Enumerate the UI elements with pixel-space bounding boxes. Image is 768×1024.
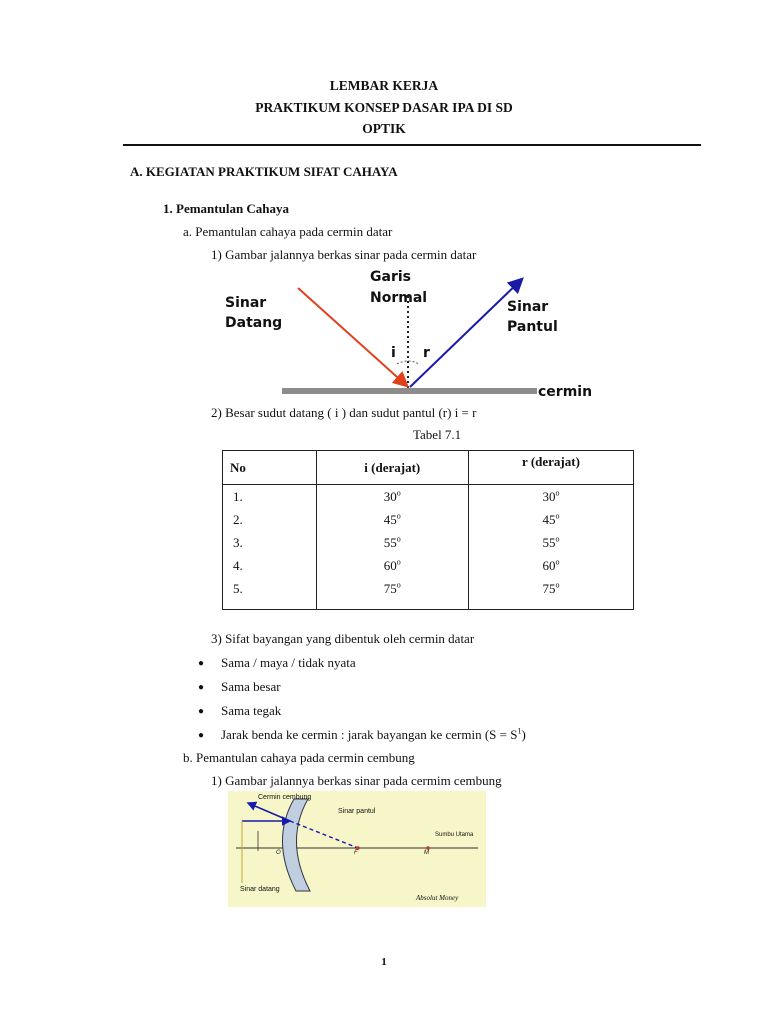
no-cell: 1. — [233, 489, 243, 504]
sinar-pantul-label: Sinar pantul — [338, 808, 376, 815]
r-value: 60 — [542, 558, 556, 573]
flat-mirror — [282, 388, 537, 394]
sumbu-utama-label: Sumbu Utama — [435, 832, 474, 838]
angle-table — [222, 450, 634, 610]
item-1-heading: 1. Pemantulan Cahaya — [163, 201, 290, 216]
convex-mirror-figure — [228, 791, 486, 907]
page-number: 1 — [381, 956, 387, 968]
sinar-datang-label-2: Datang — [225, 315, 283, 331]
r-value: 75 — [542, 581, 556, 596]
garis-label: Garis — [370, 269, 411, 285]
item-b1-text: 1) Gambar jalannya berkas sinar pada cermim cembung — [211, 773, 502, 788]
no-cell: 4. — [233, 558, 243, 573]
i-value: 75 — [383, 581, 397, 596]
bullet-icon: ● — [198, 730, 205, 741]
item-a2-text: 2) Besar sudut datang ( i ) dan sudut pantul (r) i = r — [211, 405, 477, 420]
title-line-3: OPTIK — [362, 121, 406, 136]
bullet-icon: ● — [198, 658, 205, 669]
bullet-item-2: Sama besar — [221, 679, 281, 694]
normal-label: Normal — [370, 290, 428, 306]
angle-r-label: r — [423, 345, 430, 361]
sinar-pantul-label-1: Sinar — [507, 299, 549, 315]
header-no: No — [223, 451, 317, 485]
no-cell: 5. — [233, 581, 243, 596]
bullet-icon: ● — [198, 706, 205, 717]
table-caption: Tabel 7.1 — [413, 427, 462, 442]
title-line-1: LEMBAR KERJA — [329, 78, 439, 93]
section-a-heading: A. KEGIATAN PRAKTIKUM SIFAT CAHAYA — [130, 164, 398, 179]
bullet-item-1: Sama / maya / tidak nyata — [221, 655, 356, 670]
i-value: 60 — [383, 558, 397, 573]
no-cell: 3. — [233, 535, 243, 550]
point-o-label: O — [276, 850, 281, 856]
i-column: 30$^o$ 45$^o$ 55$^o$ 60$^o$ 75$^o$ — [316, 485, 468, 610]
r-column: 30$^o$ 45$^o$ 55$^o$ 60$^o$ 75$^o$ — [468, 485, 633, 610]
no-column — [223, 485, 317, 610]
header-divider — [123, 144, 701, 146]
header-i: i (derajat) — [316, 451, 468, 485]
sinar-pantul-label-2: Pantul — [507, 319, 558, 335]
flat-mirror-figure — [215, 268, 615, 408]
sinar-datang-label-1: Sinar — [225, 295, 267, 311]
item-a1-text: 1) Gambar jalannya berkas sinar pada cermin datar — [211, 247, 477, 262]
header-r: r (derajat) — [468, 451, 633, 485]
item-a-text: a. Pemantulan cahaya pada cermin datar — [183, 224, 393, 239]
sinar-datang-label: Sinar datang — [240, 886, 280, 893]
convex-mirror — [282, 799, 310, 891]
angle-i-label: i — [391, 345, 396, 361]
cermin-cembung-label: Cermin cembung — [258, 794, 312, 801]
virtual-extension — [290, 821, 358, 848]
r-value: 45 — [542, 512, 556, 527]
i-value: 30 — [383, 489, 397, 504]
r-value: 55 — [542, 535, 556, 550]
item-b-text: b. Pemantulan cahaya pada cermin cembung — [183, 750, 415, 765]
r-value: 30 — [542, 489, 556, 504]
bullet-item-3: Sama tegak — [221, 703, 282, 718]
no-cell: 2. — [233, 512, 243, 527]
item-a3-text: 3) Sifat bayangan yang dibentuk oleh cermin datar — [211, 631, 475, 646]
point-m-label: M — [424, 850, 429, 856]
cermin-label: cermin — [538, 384, 593, 400]
reflected-ray — [248, 803, 290, 821]
bullet-icon: ● — [198, 682, 205, 693]
i-value: 55 — [383, 535, 397, 550]
bullet-item-4: Jarak benda ke cermin : jarak bayangan ke cermin $(S = S^1)$ — [221, 726, 526, 742]
i-value: 45 — [383, 512, 397, 527]
title-line-2: PRAKTIKUM KONSEP DASAR IPA DI SD — [255, 100, 513, 115]
credit-label: Absolut Money — [416, 894, 459, 902]
point-f-label: F — [354, 850, 358, 856]
